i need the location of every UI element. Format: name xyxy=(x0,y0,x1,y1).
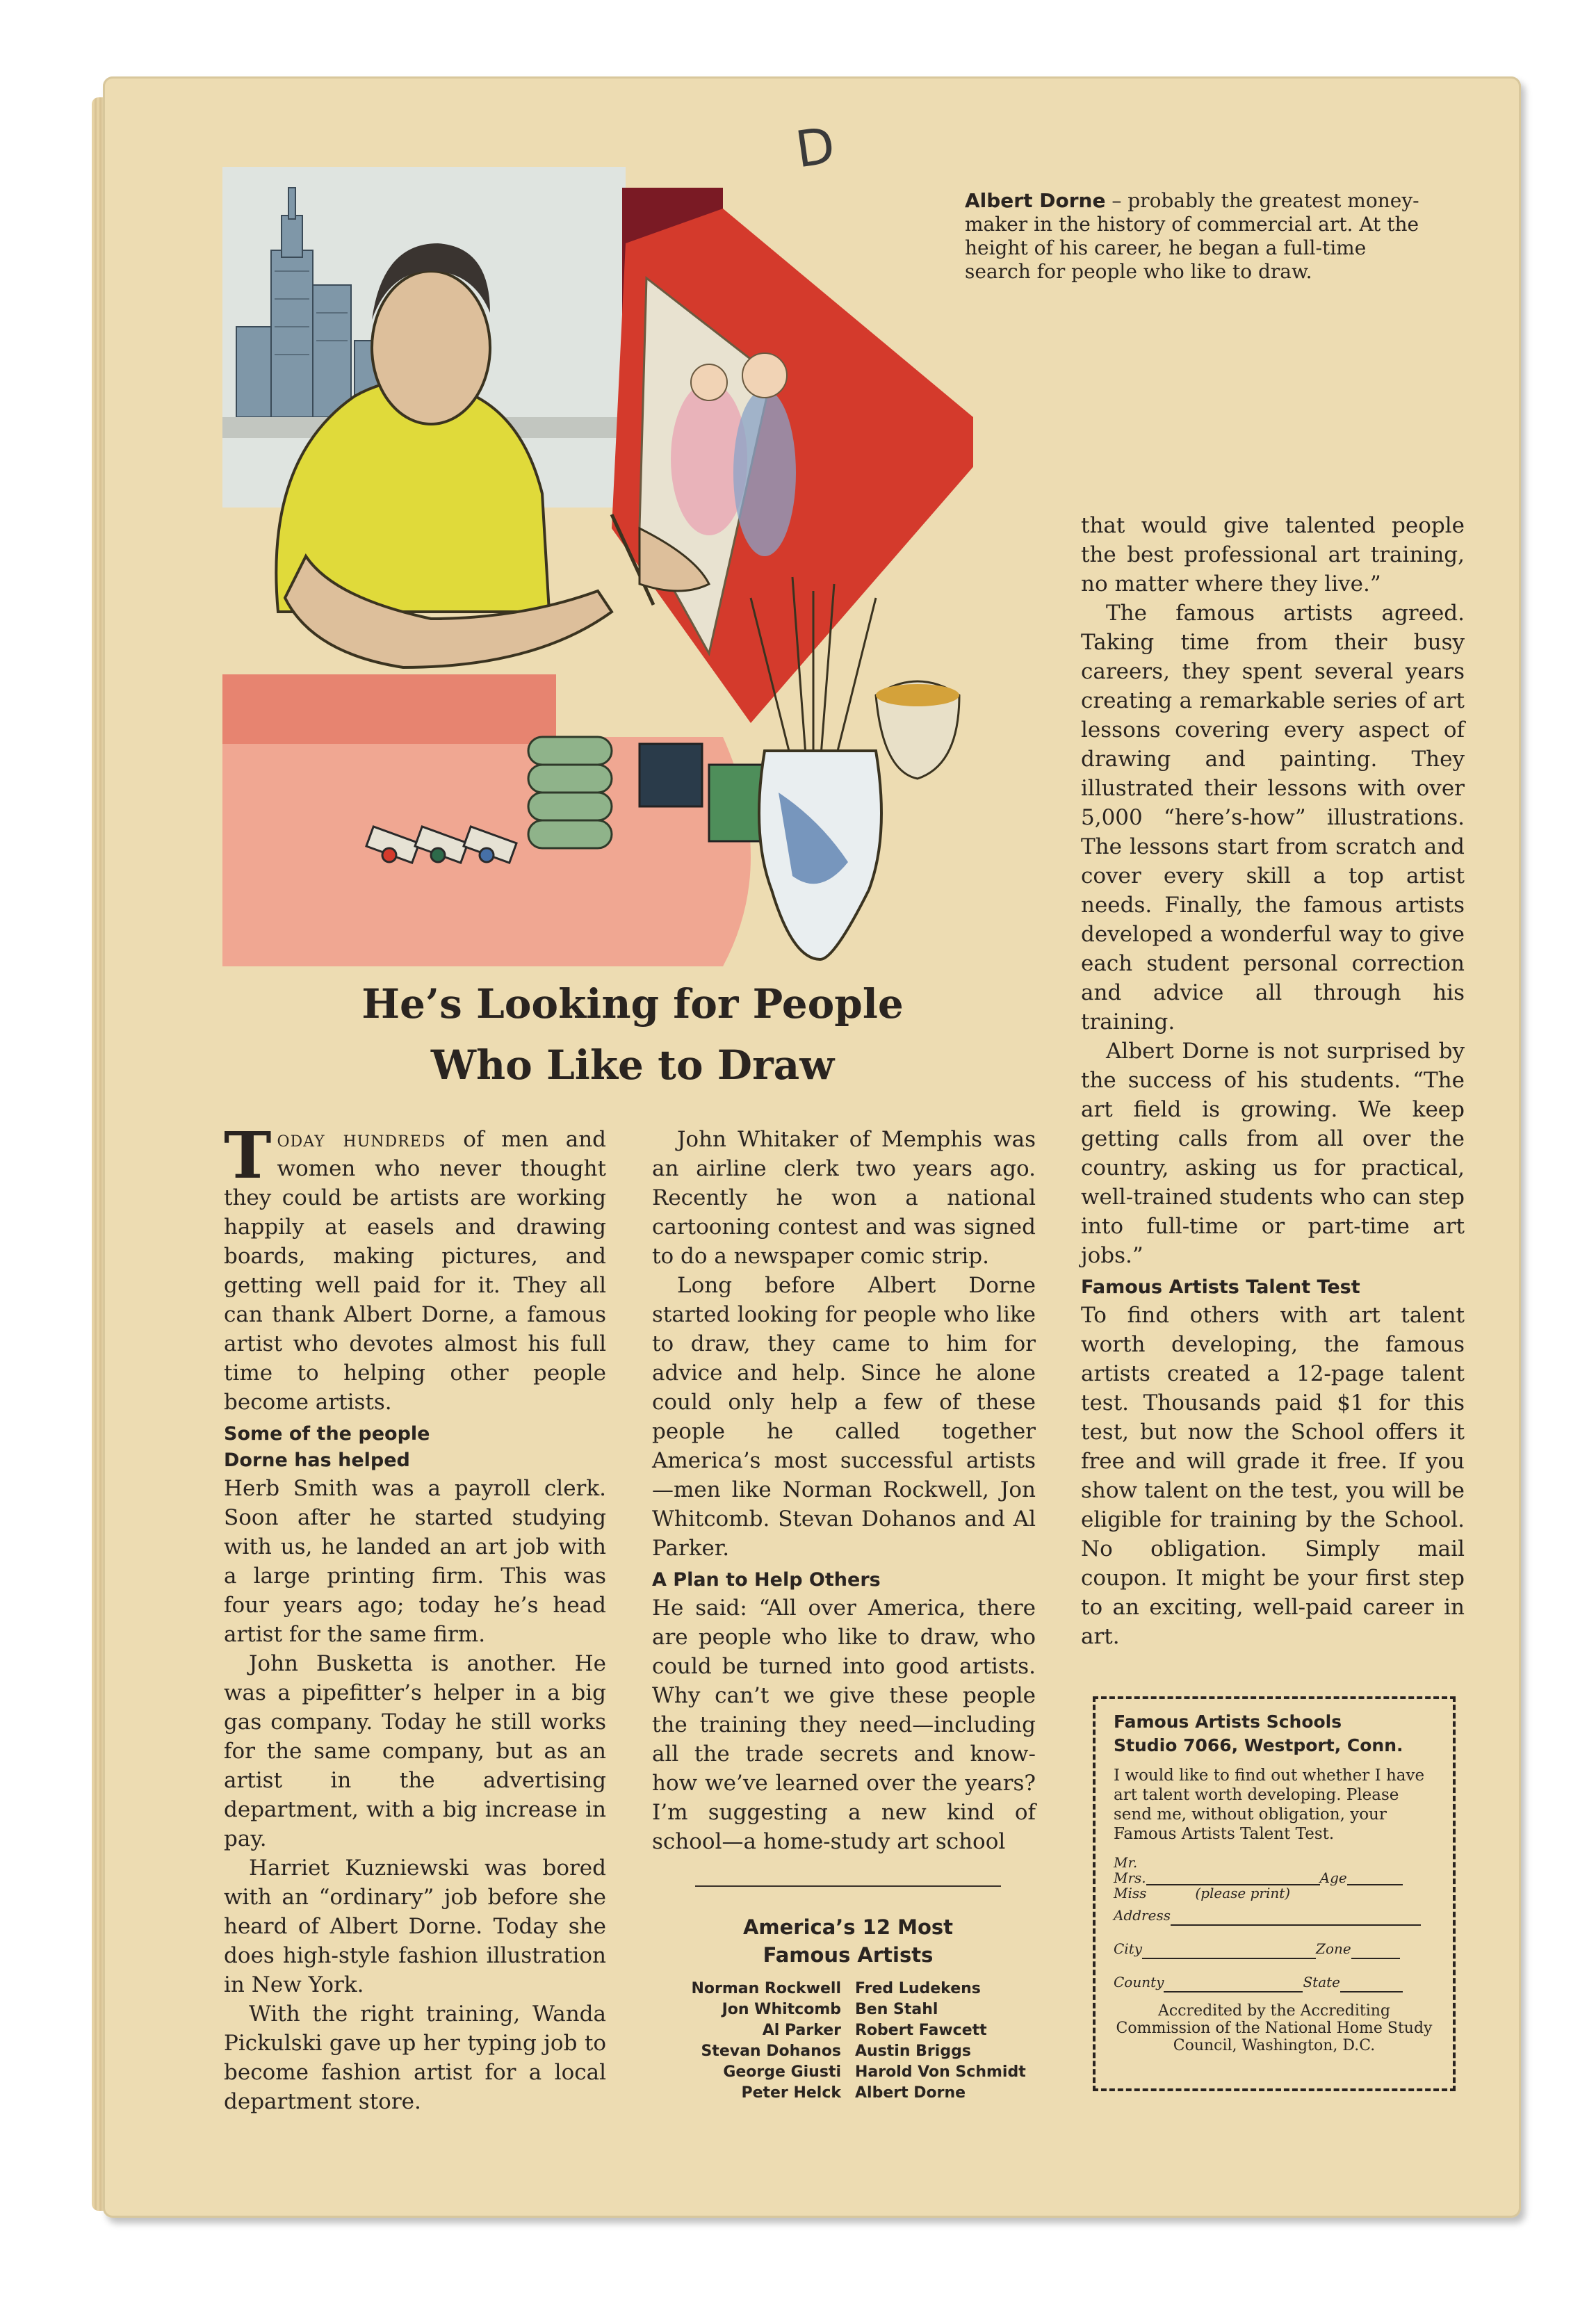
artist-name: Jon Whitcomb xyxy=(722,2001,841,2018)
artist-name: Norman Rockwell xyxy=(691,1980,841,1997)
county-line[interactable] xyxy=(1164,1979,1303,1992)
artist-row xyxy=(646,2062,1033,2083)
artist-name: Fred Ludekens xyxy=(855,1980,981,1997)
paragraph-john-busketta: John Busketta is another. He was a pipefitter’s helper in a big gas company. Today he still works for the same company, but as an artist in the advertising department, with a big increase in pay. xyxy=(224,1651,606,1851)
age-line[interactable] xyxy=(1347,1872,1403,1885)
subhead-line-1: Some of the people xyxy=(224,1423,430,1445)
please-print-label: (please print) xyxy=(1195,1885,1291,1901)
artist-name: Austin Briggs xyxy=(855,2043,971,2060)
divider-rule xyxy=(695,1885,1001,1887)
county-label: County xyxy=(1114,1974,1164,1990)
artist-name: Ben Stahl xyxy=(855,2001,938,2018)
mail-coupon[interactable] xyxy=(1093,1696,1456,2091)
artist-row xyxy=(646,1979,1033,1999)
headline-line-2: Who Like to Draw xyxy=(430,1041,835,1089)
artist-row xyxy=(646,1999,1033,2020)
subhead-line-2: Dorne has helped xyxy=(224,1450,410,1471)
artist-name: Robert Fawcett xyxy=(855,2022,987,2039)
mr-label: Mr. xyxy=(1114,1854,1138,1871)
artist-name: Al Parker xyxy=(762,2022,841,2039)
paragraph-herb-smith: Herb Smith was a payroll clerk. Soon after he started studying with us, he landed an art job with a large printing firm. This was four years ago; today he’s head artist for the same firm. xyxy=(224,1476,606,1647)
famous-artists-title-2: Famous Artists xyxy=(763,1943,934,1967)
age-label: Age xyxy=(1319,1869,1347,1886)
paragraph-john-whitaker: John Whitaker of Memphis was an airline clerk two years ago. Recently he won a national cartooning contest and was signed to do a newspaper comic strip. xyxy=(652,1127,1036,1269)
intro-text: of men and women who never thought they could be artists are working happily at easels and drawing boards, making pictures, and getting well paid for it. They all can thank Albert Dorne, a famous artist who devotes almost his full time to helping other people become artists. xyxy=(224,1127,607,1415)
caption-text: – probably the greatest money-maker in the history of commercial art. At the height of his career, he began a full-time search for people who like to draw. xyxy=(965,189,1419,283)
paragraph-wanda-pickulski: With the right training, Wanda Pickulski gave up her typing job to become fashion artist for a local department store. xyxy=(224,2002,606,2114)
artist-row xyxy=(646,2083,1033,2104)
handwritten-mark: D xyxy=(792,115,839,179)
artist-name: Albert Dorne xyxy=(855,2084,966,2102)
famous-artists-title-1: America’s 12 Most xyxy=(742,1915,954,1939)
mrs-label: Mrs. xyxy=(1114,1869,1146,1886)
city-line[interactable] xyxy=(1142,1945,1316,1959)
headline xyxy=(229,973,1036,1096)
coupon-name-field[interactable] xyxy=(1114,1855,1435,1901)
subhead-plan: A Plan to Help Others xyxy=(652,1569,881,1591)
subhead-talent-test: Famous Artists Talent Test xyxy=(1081,1276,1360,1298)
article-column-3 xyxy=(1081,511,1465,1651)
artist-name: Peter Helck xyxy=(741,2084,841,2102)
state-label: State xyxy=(1303,1974,1340,1990)
albert-dorne-illustration xyxy=(222,167,973,966)
state-line[interactable] xyxy=(1340,1979,1403,1992)
address-line[interactable] xyxy=(1171,1912,1421,1926)
drop-cap: T xyxy=(224,1118,272,1193)
artist-name: Harold Von Schmidt xyxy=(855,2063,1026,2081)
coupon-header-1: Famous Artists Schools xyxy=(1114,1712,1342,1732)
coupon-city-field[interactable] xyxy=(1114,1938,1435,1959)
paragraph-talent-test: To find others with art talent worth developing, the famous artists created a 12-page talent test. Thousands paid $1 for this test, but now the School offers it free and will grade it free. If you show talent on the test, you will be eligible for training by the School. No obligation. Simply mail coupon. It might be your first step to an exciting, well-paid career in art. xyxy=(1081,1303,1465,1649)
coupon-request-text: I would like to find out whether I have art talent worth developing. Please send me, without obligation, your Famous Artists Talent Test. xyxy=(1114,1767,1425,1843)
intro-paragraph xyxy=(224,1118,607,1417)
subhead-people-helped xyxy=(224,1421,606,1474)
artist-row xyxy=(646,2041,1033,2062)
famous-artists-table xyxy=(646,1979,1033,2104)
article-column-2 xyxy=(652,1125,1036,1856)
caption-name: Albert Dorne xyxy=(965,189,1106,212)
paragraph-he-said: He said: “All over America, there are people who like to draw, who could be turned into good artists. Why can’t we give these people the training they need—including all the trade secrets and know-how we’ve learned over the years? I’m suggesting a new kind of school—a home-study art school xyxy=(652,1596,1036,1854)
paragraph-talented-people: that would give talented people the best professional art training, no matter where they live.” xyxy=(1081,513,1465,596)
artist-name: George Giusti xyxy=(723,2063,841,2081)
paragraph-long-before: Long before Albert Dorne started looking for people who like to draw, they came to him for advice and help. Since he alone could only help a few of these people he called together America’s most successful artists—men like Norman Rockwell, Jon Whitcomb. Stevan Dohanos and Al Parker. xyxy=(652,1273,1036,1561)
paragraph-not-surprised: Albert Dorne is not surprised by the success of his students. “The art field is growing. We keep getting calls from all over the country, asking us for practical, well-trained students who can step into full-time or part-time art jobs.” xyxy=(1081,1039,1465,1268)
artist-row xyxy=(646,2020,1033,2041)
coupon-header-2: Studio 7066, Westport, Conn. xyxy=(1114,1735,1403,1755)
headline-line-1: He’s Looking for People xyxy=(361,980,904,1028)
paragraph-harriet-kuzniewski: Harriet Kuzniewski was bored with an “ordinary” job before she heard of Albert Dorne. Today she does high-style fashion illustration in New York. xyxy=(224,1856,606,1997)
zone-line[interactable] xyxy=(1351,1945,1400,1959)
accreditation-note: Accredited by the Accrediting Commission of the National Home Study Council, Washington, D.C. xyxy=(1116,2002,1433,2054)
coupon-address-field[interactable] xyxy=(1114,1905,1435,1926)
name-line[interactable] xyxy=(1146,1872,1320,1885)
article-column-1 xyxy=(224,1118,607,2116)
city-label: City xyxy=(1114,1940,1143,1957)
artist-name: Stevan Dohanos xyxy=(701,2043,841,2060)
intro-smallcaps: oday hundreds xyxy=(277,1127,446,1152)
illustration-caption xyxy=(965,189,1424,284)
miss-label: Miss xyxy=(1114,1885,1147,1901)
paragraph-artists-agreed: The famous artists agreed. Taking time from their busy careers, they spent several years creating a remarkable series of art lessons covering every aspect of drawing and painting. They illustrated their lessons with over 5,000 “here’s-how” illustrations. The lessons start from scratch and cover every skill a top artist needs. Finally, the famous artists developed a wonderful way to give each student personal correction and advice all through his training. xyxy=(1081,601,1465,1034)
zone-label: Zone xyxy=(1316,1940,1351,1957)
address-label: Address xyxy=(1114,1907,1171,1924)
coupon-county-field[interactable] xyxy=(1114,1972,1435,1992)
famous-artists-list xyxy=(646,1913,1050,2104)
